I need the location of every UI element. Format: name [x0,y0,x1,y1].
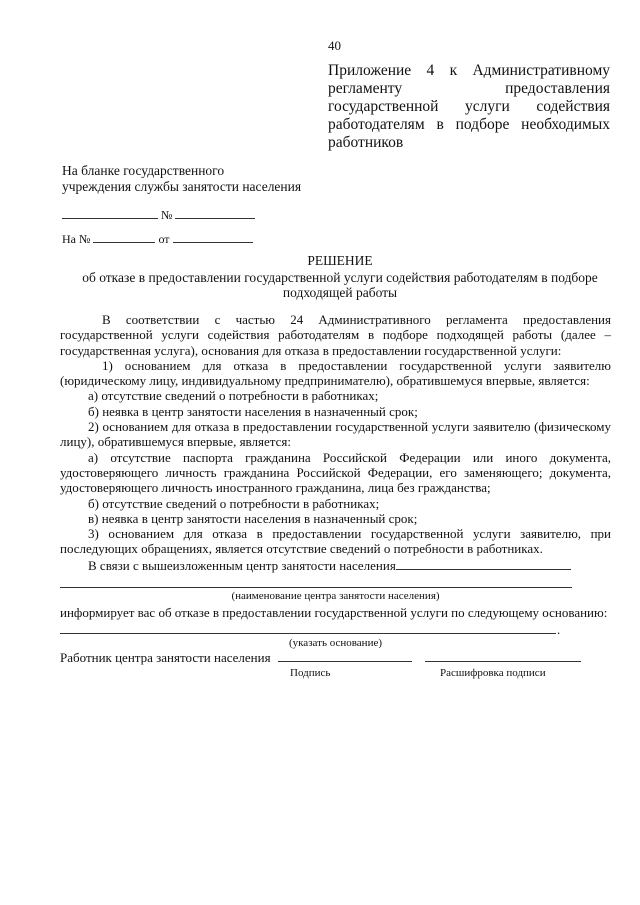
signature-line [278,650,412,662]
conclusion-text: В связи с вышеизложенным центр занятости населения [88,557,396,573]
signature-decode-caption: Расшифровка подписи [440,667,546,679]
item-1: 1) основанием для отказа в предоставлении государственной услуги заявителю (юридическому лицу, индивидуальному предпринимателю), обратившемуся впервые, является: [60,357,611,389]
signature-decode-line [425,650,581,662]
center-name-caption: (наименование центра занятости населения) [231,590,440,603]
conclusion-line [60,558,611,573]
reference-number-line [93,231,155,243]
center-name-line [396,558,571,570]
decision-title [60,253,620,300]
inform-line: информирует вас об отказе в предоставлении государственной услуги по следующему основанию: [60,605,608,621]
letterhead-note [62,163,301,195]
reason-line [60,622,556,634]
registration-number-row [62,207,255,223]
number-sign: № [161,208,173,222]
letterhead-line-2: учреждения службы занятости населения [62,179,302,194]
signature-row [60,650,620,666]
item-2c: в) неявка в центр занятости населения в назначенный срок; [88,510,418,526]
number-blank-line [175,207,255,219]
reason-line-row [60,622,611,636]
appendix-note: Приложение 4 к Административному регламенту предоставления государственной услуги содействия работодателям в подборе необходимых работников [328,62,610,151]
decision-subtitle: об отказе в предоставлении государственной услуги содействия работодателям в подборе подходящей работы [82,270,598,300]
item-3: 3) основанием для отказа в предоставлении государственной услуги заявителю, при последующих обращениях, является отсутствие сведений о потребности в работниках. [60,526,611,557]
reason-caption: (указать основание) [288,636,383,649]
decision-heading: РЕШЕНИЕ [307,253,373,268]
reference-prefix: На № [62,232,91,246]
item-1b: б) неявка в центр занятости населения в назначенный срок; [88,403,418,419]
signature-captions [60,667,620,681]
signature-block [60,650,620,681]
intro-paragraph: В соответствии с частью 24 Административного регламента предоставления государственной услуги содействия работодателям в подборе подходящей работы (далее – государственная услуга), основания для отказа в предоставлении государственной услуги: [60,312,611,358]
reference-date-word: от [158,232,170,246]
center-name-full-line [60,579,572,588]
decision-body [60,312,611,651]
reason-period: . [557,621,561,637]
item-2b: б) отсутствие сведений о потребности в работниках; [88,495,380,511]
reference-row [62,231,253,247]
item-2a: а) отсутствие паспорта гражданина Российской Федерации или иного документа, удостоверяющего личность гражданина Российской Федерации, его заменяющего; документа, удостоверяющего личность иностранного гражданина, лица без гражданства; [60,449,611,496]
page-number: 40 [328,38,341,53]
date-blank-line [62,207,158,219]
reference-date-line [173,231,253,243]
letterhead-line-1: На бланке государственного [62,163,225,178]
item-1a: а) отсутствие сведений о потребности в работниках; [88,388,379,404]
signature-label: Работник центра занятости населения [60,650,271,665]
item-2: 2) основанием для отказа в предоставлении государственной услуги заявителю (физическому лицу), обратившемуся впервые, является: [60,419,611,450]
signature-caption: Подпись [290,667,331,679]
